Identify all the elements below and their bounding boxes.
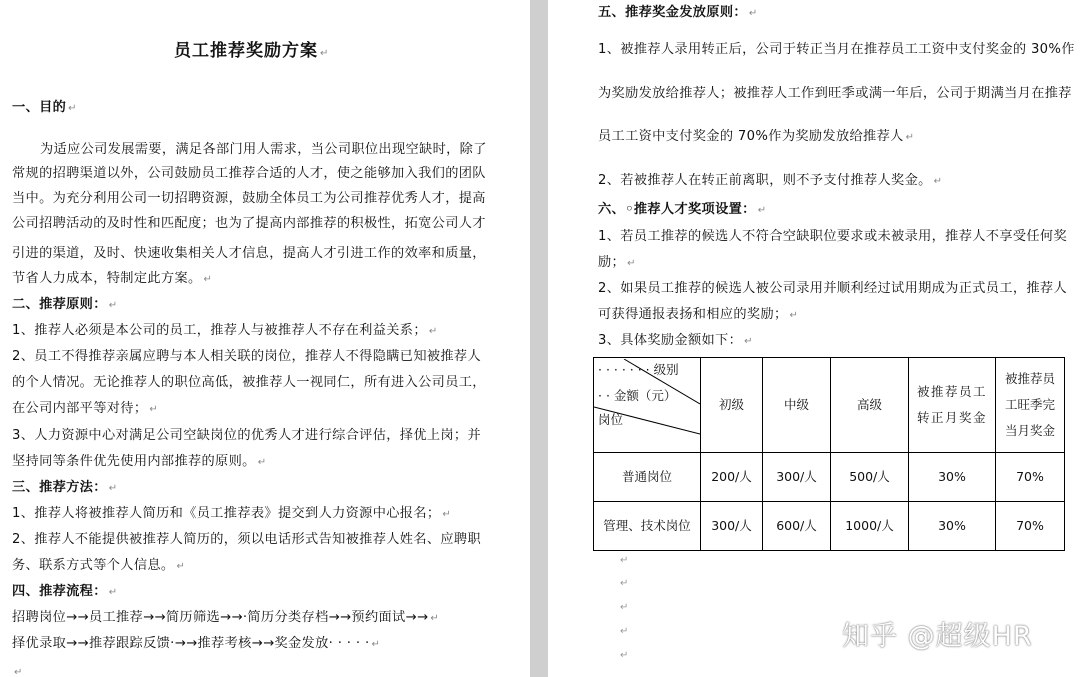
document-page-right bbox=[548, 0, 1080, 677]
section-6-line: 2、如果员工推荐的候选人被公司录用并顺利经过试用期成为正式员工，推荐人 bbox=[598, 281, 1068, 296]
header-cell: 被推荐员工旺季完当月奖金 bbox=[996, 358, 1065, 453]
section-2-line: 坚持同等条件优先使用内部推荐的原则。 ↵ bbox=[12, 454, 267, 469]
header-cell: 被推荐员工转正月奖金 bbox=[909, 358, 996, 453]
process-flow-line-1: 招聘岗位→→员工推荐→→简历筛选→→·简历分类存档→→预约面试→→ ↵ bbox=[12, 610, 440, 625]
value-cell: 70% bbox=[996, 502, 1065, 551]
section-1-line: 当中。为充分利用公司一切招聘资源，鼓励全体员工为公司推荐优秀人才，提高 bbox=[12, 191, 486, 206]
value-cell: 70% bbox=[996, 453, 1065, 502]
paragraph-mark: ↵ bbox=[620, 626, 629, 637]
paragraph-mark: ↵ bbox=[14, 667, 23, 677]
row-label-cell: 管理、技术岗位 bbox=[594, 502, 701, 551]
section-2-line: 的个人情况。无论推荐人的职位高低，被推荐人一视同仁，所有进入公司员工， bbox=[12, 375, 486, 390]
section-6-line: 3、具体奖励金额如下： ↵ bbox=[598, 333, 753, 348]
paragraph-mark: ↵ bbox=[620, 602, 629, 613]
document-page-left bbox=[0, 0, 530, 677]
corner-label-position: 岗位 bbox=[598, 411, 624, 427]
paragraph-mark: ↵ bbox=[620, 650, 629, 661]
page-gap bbox=[530, 0, 548, 677]
value-cell: 500/人 bbox=[831, 453, 909, 502]
section-3-line: 2、推荐人不能提供被推荐人简历的，须以电话形式告知被推荐人姓名、应聘职 bbox=[12, 532, 482, 547]
section-4-heading: 四、推荐流程： ↵ bbox=[12, 584, 118, 599]
table-row bbox=[594, 453, 1065, 502]
value-cell: 30% bbox=[909, 502, 996, 551]
table-header-row bbox=[594, 358, 1065, 453]
section-5-line: 1、被推荐人录用转正后，公司于转正当月在推荐员工工资中支付奖金的 30%作 bbox=[598, 42, 1075, 57]
value-cell: 200/人 bbox=[701, 453, 763, 502]
section-6-line: 可获得通报表扬和相应的奖励； ↵ bbox=[598, 307, 799, 322]
table-row bbox=[594, 502, 1065, 551]
header-cell: 中级 bbox=[763, 358, 831, 453]
value-cell: 600/人 bbox=[763, 502, 831, 551]
header-cell: 初级 bbox=[701, 358, 763, 453]
header-cell: 高级 bbox=[831, 358, 909, 453]
document-title: 员工推荐奖励方案 ↵ bbox=[174, 41, 330, 61]
section-2-heading: 二、推荐原则： ↵ bbox=[12, 297, 118, 312]
section-1-heading: 一、目的 ↵ bbox=[12, 100, 77, 115]
section-5-line: 2、若被推荐人在转正前离职，则不予支付推荐人奖金。 ↵ bbox=[598, 173, 943, 188]
value-cell: 30% bbox=[909, 453, 996, 502]
process-flow-line-2: 择优录取→→推荐跟踪反馈·→→推荐考核→→奖金发放· · · · · ↵ bbox=[12, 636, 381, 651]
section-2-line: 3、人力资源中心对满足公司空缺岗位的优秀人才进行综合评估，择优上岗；并 bbox=[12, 428, 482, 443]
section-1-line: 节省人力成本，特制定此方案。 ↵ bbox=[12, 271, 213, 286]
reward-table bbox=[593, 357, 1065, 551]
section-3-heading: 三、推荐方法： ↵ bbox=[12, 480, 118, 495]
zhihu-watermark: 知乎 @超级HR bbox=[842, 621, 1033, 652]
section-1-line: 引进的渠道，及时、快速收集相关人才信息，提高人才引进工作的效率和质量， bbox=[12, 246, 486, 261]
row-label-cell: 普通岗位 bbox=[594, 453, 701, 502]
section-1-line: 常规的招聘渠道以外，公司鼓励员工推荐合适的人才，使之能够加入我们的团队 bbox=[12, 166, 486, 181]
section-1-line: 为适应公司发展需要，满足各部门用人需求，当公司职位出现空缺时，除了 bbox=[40, 142, 487, 157]
section-5-heading: 五、推荐奖金发放原则： ↵ bbox=[598, 5, 758, 20]
section-3-line: 1、推荐人将被推荐人简历和《员工推荐表》提交到人力资源中心报名； ↵ bbox=[12, 506, 452, 521]
corner-label-amount: · · 金额（元） bbox=[598, 387, 677, 403]
table-corner-cell bbox=[594, 358, 701, 453]
section-6-line: 励； ↵ bbox=[598, 255, 636, 270]
value-cell: 1000/人 bbox=[831, 502, 909, 551]
section-2-line: 1、推荐人必须是本公司的员工，推荐人与被推荐人不存在利益关系； ↵ bbox=[12, 323, 438, 338]
paragraph-mark: ↵ bbox=[620, 578, 629, 589]
value-cell: 300/人 bbox=[701, 502, 763, 551]
section-6-line: 1、若员工推荐的候选人不符合空缺职位要求或未被录用，推荐人不享受任何奖 bbox=[598, 229, 1068, 244]
section-2-line: 2、员工不得推荐亲属应聘与本人相关联的岗位，推荐人不得隐瞒已知被推荐人 bbox=[12, 349, 482, 364]
section-5-line: 员工工资中支付奖金的 70%作为奖励发放给推荐人 ↵ bbox=[598, 129, 915, 144]
section-3-line: 务、联系方式等个人信息。 ↵ bbox=[12, 558, 186, 573]
paragraph-mark: ↵ bbox=[620, 555, 629, 566]
corner-label-level: · · · · · · · 级别 bbox=[598, 361, 679, 377]
section-1-line: 公司招聘活动的及时性和匹配度；也为了提高内部推荐的积极性，拓宽公司人才 bbox=[12, 216, 486, 231]
section-2-line: 在公司内部平等对待； ↵ bbox=[12, 401, 159, 416]
section-6-heading: 六、◦推荐人才奖项设置： ↵ bbox=[598, 202, 767, 217]
section-5-line: 为奖励发放给推荐人；被推荐人工作到旺季或满一年后，公司于期满当月在推荐 bbox=[598, 86, 1072, 101]
value-cell: 300/人 bbox=[763, 453, 831, 502]
